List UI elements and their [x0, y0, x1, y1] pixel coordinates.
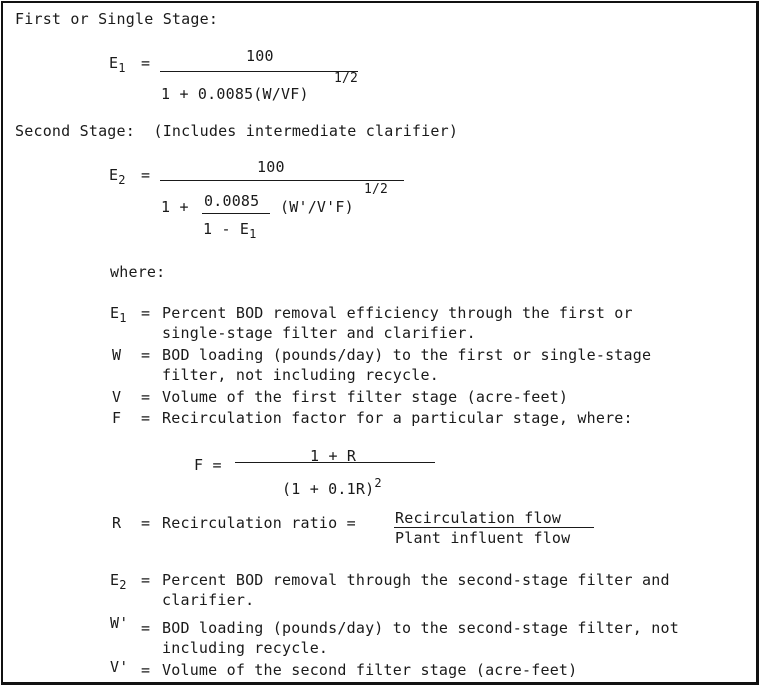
def-f-symbol: F: [112, 409, 122, 427]
def-r-text: Recirculation ratio =: [162, 514, 356, 532]
def-vprime-equals: =: [141, 661, 151, 679]
stage2-heading: Second Stage: (Includes intermediate clarifier): [15, 122, 459, 140]
f-formula-denominator: $(1 + 0.1R)^2$: [282, 476, 382, 498]
def-w-symbol: W: [112, 346, 122, 364]
f-formula-fraction-bar: [235, 462, 435, 463]
def-e1-symbol: $E_1$: [110, 304, 127, 325]
def-wprime-line1: BOD loading (pounds/day) to the second-stage filter, not: [162, 619, 679, 637]
def-r-equals: =: [141, 514, 151, 532]
e2-lhs: $E_2$: [109, 166, 126, 187]
e2-den-prefix: 1 +: [161, 198, 189, 216]
f-formula-lhs: F =: [194, 456, 222, 474]
def-v-line1: Volume of the first filter stage (acre-feet): [162, 388, 569, 406]
def-w-equals: =: [141, 346, 151, 364]
def-vprime-symbol: V': [110, 658, 129, 676]
def-wprime-line2: including recycle.: [162, 639, 329, 657]
e2-inner-denominator: $1 - E_1$: [203, 220, 257, 241]
def-v-equals: =: [141, 388, 151, 406]
def-wprime-equals: =: [141, 619, 151, 637]
def-v-symbol: V: [112, 388, 122, 406]
f-formula-numerator: 1 + R: [310, 447, 357, 465]
def-e2-line1: Percent BOD removal through the second-stage filter and: [162, 571, 670, 589]
e1-fraction-bar: [160, 71, 358, 72]
def-e2-line2: clarifier.: [162, 591, 255, 609]
def-e1-equals: =: [141, 304, 151, 322]
e2-den-suffix: (W'/V'F): [280, 198, 354, 216]
def-e1-line1: Percent BOD removal efficiency through the first or: [162, 304, 633, 322]
where-label: where:: [110, 263, 166, 281]
e2-inner-fraction-bar: [202, 213, 270, 214]
def-e1-line2: single-stage filter and clarifier.: [162, 324, 476, 342]
e1-equals: =: [141, 54, 151, 72]
e1-denominator: 1 + 0.0085(W/VF): [161, 85, 309, 103]
def-w-line1: BOD loading (pounds/day) to the first or single-stage: [162, 346, 652, 364]
e2-equals: =: [141, 166, 151, 184]
document-frame: [1, 1, 759, 685]
def-r-denominator: Plant influent flow: [395, 529, 571, 547]
e2-numerator: 100: [257, 158, 285, 176]
def-vprime-line1: Volume of the second filter stage (acre-feet): [162, 661, 578, 679]
def-r-numerator: Recirculation flow: [395, 509, 562, 527]
e1-exponent: 1/2: [334, 71, 359, 86]
def-w-line2: filter, not including recycle.: [162, 366, 439, 384]
e1-lhs: $E_1$: [109, 54, 126, 75]
def-f-line1: Recirculation factor for a particular stage, where:: [162, 409, 633, 427]
stage1-heading: First or Single Stage:: [15, 10, 219, 28]
def-f-equals: =: [141, 409, 151, 427]
e1-numerator: 100: [246, 47, 274, 65]
e2-inner-numerator: 0.0085: [204, 192, 260, 210]
e2-exponent: 1/2: [364, 182, 389, 197]
def-r-symbol: R: [112, 514, 122, 532]
def-wprime-symbol: W': [110, 614, 129, 632]
def-r-fraction-bar: [394, 527, 594, 528]
def-e2-equals: =: [141, 571, 151, 589]
def-e2-symbol: $E_2$: [110, 571, 127, 592]
